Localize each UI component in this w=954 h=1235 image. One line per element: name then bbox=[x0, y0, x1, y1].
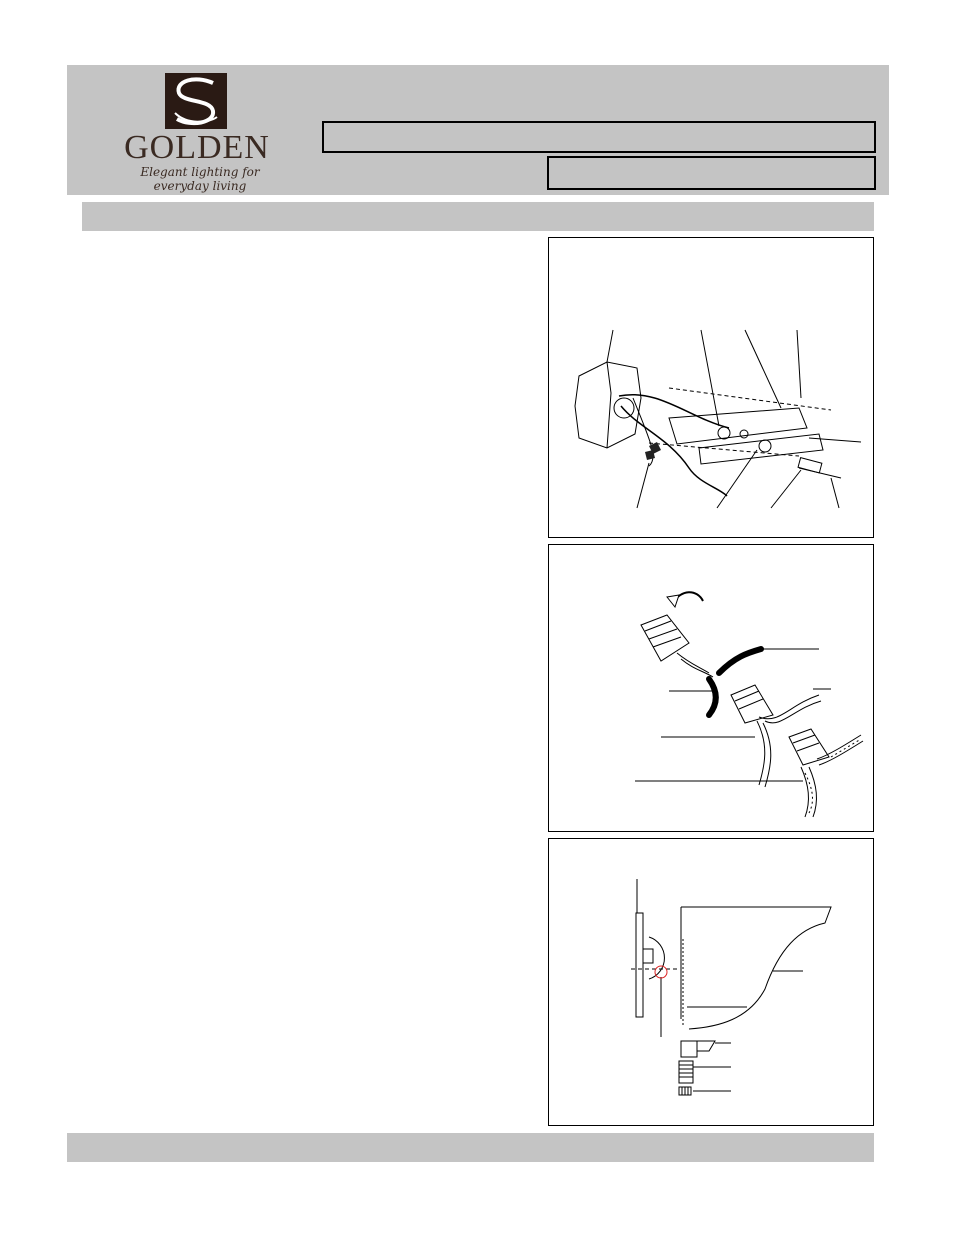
footer-bar bbox=[67, 1133, 874, 1162]
title-field bbox=[322, 121, 876, 153]
brand-name: GOLDEN bbox=[124, 129, 270, 166]
model-field bbox=[547, 156, 876, 190]
wire-nut-connection-figure bbox=[548, 544, 874, 832]
header-banner bbox=[67, 65, 889, 195]
section-header-bar bbox=[82, 202, 874, 231]
fixture-side-assembly-figure bbox=[548, 838, 874, 1126]
golden-s-logo-icon bbox=[165, 73, 227, 129]
junction-box-mounting-figure bbox=[548, 237, 874, 538]
brand-tagline: Elegant lighting for everyday living bbox=[140, 165, 260, 193]
